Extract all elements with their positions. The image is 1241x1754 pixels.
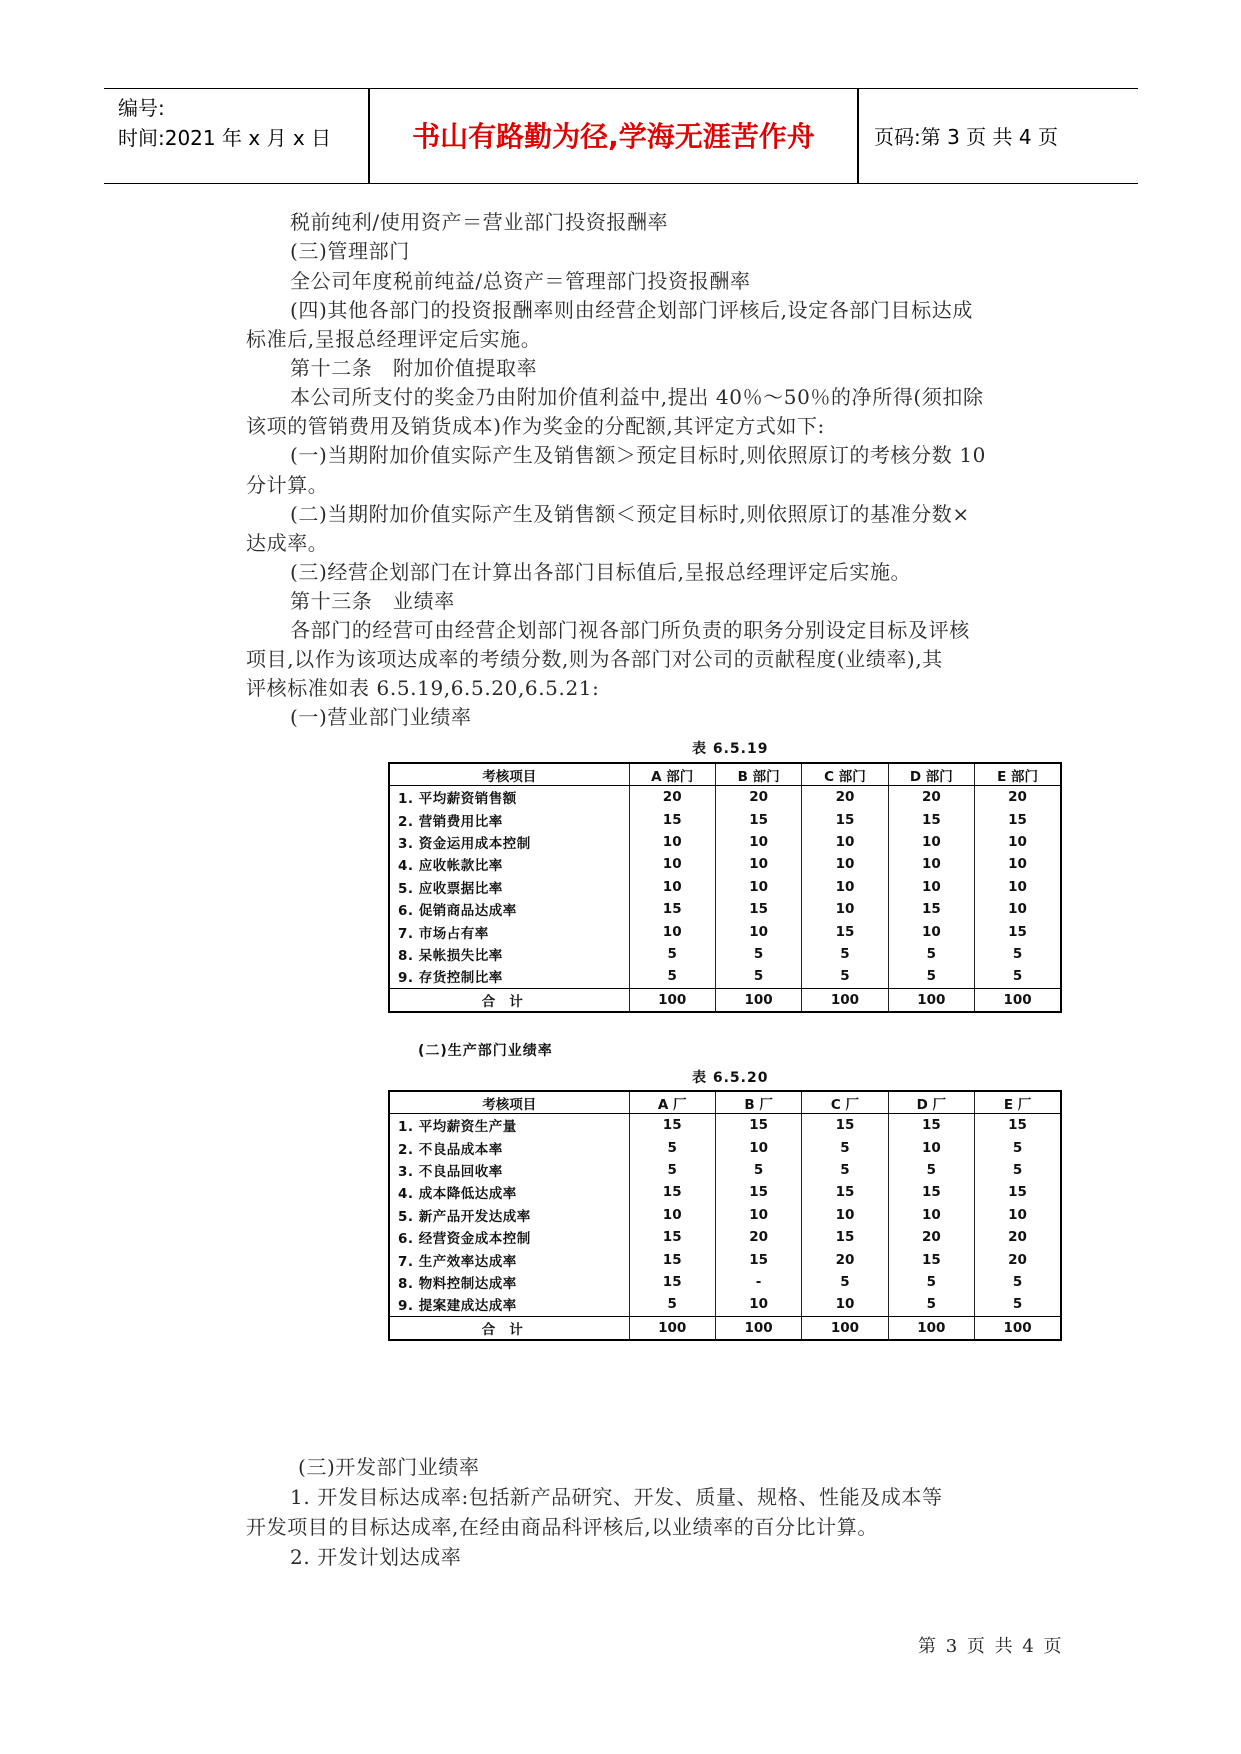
score-cell: 5 [629, 1293, 715, 1316]
score-cell: 5 [975, 943, 1061, 965]
column-header: D 厂 [888, 1091, 974, 1114]
table-row [389, 831, 1061, 853]
table-row [389, 965, 1061, 988]
score-cell: 100 [888, 1316, 974, 1340]
score-cell: 5 [975, 1271, 1061, 1293]
score-cell: 100 [802, 988, 888, 1012]
score-cell: 10 [975, 876, 1061, 898]
time-label: 时间:2021 年 x 月 x 日 [118, 126, 332, 150]
table-row [389, 898, 1061, 920]
column-header: 考核项目 [389, 1091, 629, 1114]
score-cell: 10 [888, 920, 974, 942]
score-cell: 10 [629, 1204, 715, 1226]
score-cell: 15 [888, 1181, 974, 1203]
score-cell: 5 [975, 1293, 1061, 1316]
column-header: B 部门 [715, 763, 801, 786]
score-cell: 5 [629, 1136, 715, 1158]
score-cell: 100 [715, 1316, 801, 1340]
score-cell: 10 [802, 898, 888, 920]
score-cell: 100 [975, 1316, 1061, 1340]
paragraph: 标准后,呈报总经理评定后实施。 [246, 327, 542, 351]
score-cell: 20 [629, 786, 715, 809]
sales-performance-table [388, 762, 1062, 1013]
item-cell: 合计 [389, 1316, 629, 1340]
score-cell: 10 [802, 831, 888, 853]
table-row [389, 1226, 1061, 1248]
table-header-row [389, 1091, 1061, 1114]
item-cell: 8. 呆帐损失比率 [389, 943, 629, 965]
score-cell: 10 [975, 898, 1061, 920]
score-cell: 15 [888, 808, 974, 830]
score-cell: 5 [888, 1159, 974, 1181]
section-heading: (二)生产部门业绩率 [418, 1043, 553, 1059]
paragraph: 项目,以作为该项达成率的考绩分数,则为各部门对公司的贡献程度(业绩率),其 [246, 647, 943, 671]
score-cell: 10 [715, 1136, 801, 1158]
score-cell: 10 [802, 876, 888, 898]
score-cell: 10 [715, 831, 801, 853]
score-cell: 15 [629, 1226, 715, 1248]
paragraph: 1. 开发目标达成率:包括新产品研究、开发、质量、规格、性能及成本等 [290, 1485, 943, 1509]
score-cell: 20 [975, 1226, 1061, 1248]
score-cell: 10 [802, 1204, 888, 1226]
article-heading: 第十三条 业绩率 [290, 589, 455, 613]
score-cell: 5 [802, 1159, 888, 1181]
item-cell: 1. 平均薪资生产量 [389, 1114, 629, 1137]
score-cell: 5 [629, 965, 715, 988]
table-row [389, 1248, 1061, 1270]
score-cell: 15 [715, 898, 801, 920]
score-cell: 10 [888, 1136, 974, 1158]
table-body [389, 1114, 1061, 1340]
score-cell: 5 [975, 965, 1061, 988]
column-header: D 部门 [888, 763, 974, 786]
score-cell: 15 [715, 1181, 801, 1203]
score-cell: 10 [629, 853, 715, 875]
score-cell: 5 [975, 1159, 1061, 1181]
paragraph: (三)经营企划部门在计算出各部门目标值后,呈报总经理评定后实施。 [290, 560, 912, 584]
score-cell: 100 [629, 988, 715, 1012]
score-cell: 10 [629, 831, 715, 853]
score-cell: 15 [715, 808, 801, 830]
score-cell: 15 [975, 920, 1061, 942]
score-cell: 100 [802, 1316, 888, 1340]
score-cell: 15 [975, 1114, 1061, 1137]
score-cell: 100 [715, 988, 801, 1012]
score-cell: 10 [888, 1204, 974, 1226]
score-cell: 15 [802, 1114, 888, 1137]
paragraph: 开发项目的目标达成率,在经由商品科评核后,以业绩率的百分比计算。 [246, 1515, 878, 1539]
item-cell: 6. 经营资金成本控制 [389, 1226, 629, 1248]
score-cell: 5 [888, 1293, 974, 1316]
score-cell: 15 [802, 920, 888, 942]
section-heading: (一)营业部门业绩率 [290, 705, 472, 729]
score-cell: 10 [888, 853, 974, 875]
paragraph: (二)当期附加价值实际产生及销售额＜预定目标时,则依照原订的基准分数× [290, 502, 970, 526]
table-caption: 表 6.5.20 [692, 1070, 769, 1086]
score-cell: 5 [715, 943, 801, 965]
score-cell: 20 [975, 786, 1061, 809]
score-cell: 20 [802, 786, 888, 809]
table-body [389, 786, 1061, 1012]
score-cell: 15 [888, 1114, 974, 1137]
table-row [389, 943, 1061, 965]
score-cell: 5 [802, 965, 888, 988]
item-cell: 5. 应收票据比率 [389, 876, 629, 898]
score-cell: 10 [715, 920, 801, 942]
score-cell: 20 [888, 786, 974, 809]
page-header [104, 88, 1138, 184]
table-row [389, 1271, 1061, 1293]
score-cell: 10 [715, 876, 801, 898]
score-cell: 15 [975, 1181, 1061, 1203]
item-cell: 合计 [389, 988, 629, 1012]
table-row [389, 786, 1061, 809]
score-cell: 100 [629, 1316, 715, 1340]
score-cell: 10 [975, 1204, 1061, 1226]
score-cell: 15 [888, 898, 974, 920]
score-cell: 5 [802, 1271, 888, 1293]
column-header: E 厂 [975, 1091, 1061, 1114]
score-cell: 15 [802, 1181, 888, 1203]
score-cell: 10 [975, 853, 1061, 875]
score-cell: 5 [629, 1159, 715, 1181]
column-header: E 部门 [975, 763, 1061, 786]
score-cell: 5 [629, 943, 715, 965]
item-cell: 8. 物料控制达成率 [389, 1271, 629, 1293]
score-cell: - [715, 1271, 801, 1293]
paragraph: 税前纯利/使用资产＝营业部门投资报酬率 [290, 210, 669, 234]
item-cell: 3. 不良品回收率 [389, 1159, 629, 1181]
score-cell: 15 [629, 1114, 715, 1137]
paragraph: (四)其他各部门的投资报酬率则由经营企划部门评核后,设定各部门目标达成 [290, 298, 973, 322]
item-cell: 9. 存货控制比率 [389, 965, 629, 988]
score-cell: 10 [802, 1293, 888, 1316]
score-cell: 15 [629, 1248, 715, 1270]
table-row [389, 808, 1061, 830]
item-cell: 7. 生产效率达成率 [389, 1248, 629, 1270]
item-cell: 3. 资金运用成本控制 [389, 831, 629, 853]
header-divider [857, 89, 859, 183]
table-header-row [389, 763, 1061, 786]
paragraph: (三)管理部门 [290, 239, 410, 263]
score-cell: 5 [888, 965, 974, 988]
score-cell: 20 [715, 1226, 801, 1248]
table-row [389, 876, 1061, 898]
item-cell: 6. 促销商品达成率 [389, 898, 629, 920]
score-cell: 15 [802, 808, 888, 830]
table-row [389, 1293, 1061, 1316]
score-cell: 5 [802, 1136, 888, 1158]
header-page-label: 页码:第 3 页 共 4 页 [874, 125, 1058, 149]
score-cell: 15 [629, 1181, 715, 1203]
paragraph: 分计算。 [246, 473, 329, 497]
column-header: C 部门 [802, 763, 888, 786]
table-row [389, 1159, 1061, 1181]
score-cell: 15 [888, 1248, 974, 1270]
score-cell: 15 [715, 1248, 801, 1270]
score-cell: 100 [888, 988, 974, 1012]
number-label: 编号: [118, 96, 165, 120]
table-caption: 表 6.5.19 [692, 741, 769, 757]
score-cell: 100 [975, 988, 1061, 1012]
score-cell: 15 [975, 808, 1061, 830]
table-total-row [389, 988, 1061, 1012]
table-row [389, 920, 1061, 942]
paragraph: 各部门的经营可由经营企划部门视各部门所负责的职务分别设定目标及评核 [290, 618, 970, 642]
score-cell: 20 [715, 786, 801, 809]
paragraph: 本公司所支付的奖金乃由附加价值利益中,提出 40％～50％的净所得(须扣除 [290, 385, 984, 409]
score-cell: 10 [802, 853, 888, 875]
score-cell: 15 [802, 1226, 888, 1248]
score-cell: 15 [715, 1114, 801, 1137]
item-cell: 5. 新产品开发达成率 [389, 1204, 629, 1226]
score-cell: 20 [802, 1248, 888, 1270]
production-performance-table [388, 1090, 1062, 1341]
table-row [389, 1181, 1061, 1203]
score-cell: 20 [975, 1248, 1061, 1270]
paragraph: (一)当期附加价值实际产生及销售额＞预定目标时,则依照原订的考核分数 10 [290, 443, 986, 467]
item-cell: 2. 不良品成本率 [389, 1136, 629, 1158]
paragraph: 达成率。 [246, 531, 329, 555]
article-heading: 第十二条 附加价值提取率 [290, 356, 538, 380]
paragraph: 该项的管销费用及销货成本)作为奖金的分配额,其评定方式如下: [246, 414, 825, 438]
item-cell: 4. 成本降低达成率 [389, 1181, 629, 1203]
score-cell: 10 [888, 876, 974, 898]
item-cell: 1. 平均薪资销售额 [389, 786, 629, 809]
header-motto: 书山有路勤为径,学海无涯苦作舟 [412, 120, 815, 153]
column-header: A 厂 [629, 1091, 715, 1114]
score-cell: 10 [629, 876, 715, 898]
column-header: 考核项目 [389, 763, 629, 786]
item-cell: 9. 提案建成达成率 [389, 1293, 629, 1316]
item-cell: 4. 应收帐款比率 [389, 853, 629, 875]
column-header: B 厂 [715, 1091, 801, 1114]
score-cell: 5 [715, 965, 801, 988]
score-cell: 10 [715, 1293, 801, 1316]
score-cell: 20 [888, 1226, 974, 1248]
score-cell: 5 [888, 943, 974, 965]
header-meta [118, 93, 368, 153]
score-cell: 10 [715, 853, 801, 875]
item-cell: 7. 市场占有率 [389, 920, 629, 942]
item-cell: 2. 营销费用比率 [389, 808, 629, 830]
table-row [389, 1114, 1061, 1137]
score-cell: 15 [629, 808, 715, 830]
column-header: A 部门 [629, 763, 715, 786]
score-cell: 5 [975, 1136, 1061, 1158]
score-cell: 5 [715, 1159, 801, 1181]
paragraph: 2. 开发计划达成率 [290, 1545, 462, 1569]
table-row [389, 1136, 1061, 1158]
score-cell: 15 [629, 1271, 715, 1293]
paragraph: 评核标准如表 6.5.19,6.5.20,6.5.21: [246, 676, 600, 700]
paragraph: 全公司年度税前纯益/总资产＝管理部门投资报酬率 [290, 269, 751, 293]
score-cell: 10 [975, 831, 1061, 853]
column-header: C 厂 [802, 1091, 888, 1114]
table-row [389, 1204, 1061, 1226]
section-heading: (三)开发部门业绩率 [298, 1455, 480, 1479]
score-cell: 10 [629, 920, 715, 942]
score-cell: 10 [888, 831, 974, 853]
table-total-row [389, 1316, 1061, 1340]
score-cell: 10 [715, 1204, 801, 1226]
score-cell: 15 [629, 898, 715, 920]
score-cell: 5 [802, 943, 888, 965]
score-cell: 5 [888, 1271, 974, 1293]
page-footer: 第 3 页 共 4 页 [918, 1636, 1064, 1657]
table-row [389, 853, 1061, 875]
